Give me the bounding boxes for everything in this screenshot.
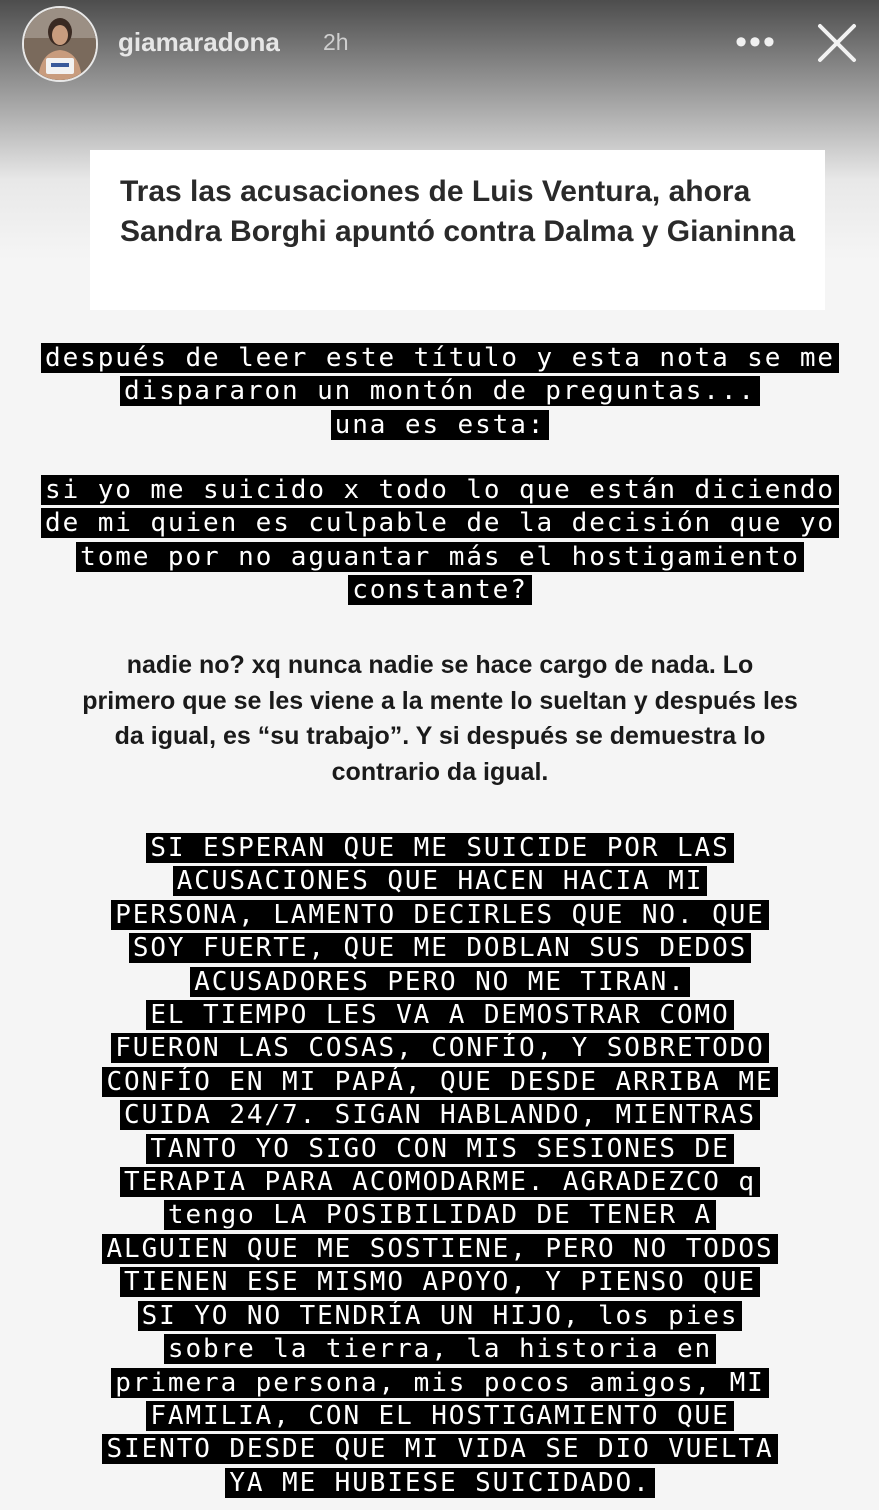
text-line: YA ME HUBIESE SUICIDADO. <box>225 1468 654 1498</box>
text-line: SI ESPERAN QUE ME SUICIDE POR LAS <box>146 833 733 863</box>
avatar[interactable] <box>22 6 98 82</box>
text-line: FUERON LAS COSAS, CONFÍO, Y SOBRETODO <box>111 1033 768 1063</box>
text-line: ACUSACIONES QUE HACEN HACIA MI <box>173 866 708 896</box>
text-line: SOY FUERTE, QUE ME DOBLAN SUS DEDOS <box>129 933 751 963</box>
intro-text <box>40 342 840 442</box>
text-line: CONFÍO EN MI PAPÁ, QUE DESDE ARRIBA ME <box>102 1067 777 1097</box>
text-line: SIENTO DESDE QUE MI VIDA SE DIO VUELTA <box>102 1434 777 1464</box>
text-line: primera persona, mis pocos amigos, MI <box>111 1368 768 1398</box>
text-line: si yo me suicido x todo lo que están diciendo <box>41 475 839 505</box>
text-line: FAMILIA, CON EL HOSTIGAMIENTO QUE <box>146 1401 733 1431</box>
question-text <box>40 474 840 608</box>
news-headline-card[interactable] <box>90 150 825 310</box>
profile-photo <box>24 8 96 80</box>
more-options-icon[interactable]: ••• <box>735 23 777 61</box>
text-line: dispararon un montón de preguntas... <box>120 376 760 406</box>
text-line: ALGUIEN QUE ME SOSTIENE, PERO NO TODOS <box>102 1234 777 1264</box>
text-line: TIENEN ESE MISMO APOYO, Y PIENSO QUE <box>120 1267 760 1297</box>
text-line: constante? <box>348 575 532 605</box>
text-line: sobre la tierra, la historia en <box>164 1334 716 1364</box>
news-headline: Tras las acusaciones de Luis Ventura, ahora Sandra Borghi apuntó contra Dalma y Gianinna <box>120 175 796 248</box>
text-line: tome por no aguantar más el hostigamiento <box>76 542 804 572</box>
text-line: SI YO NO TENDRÍA UN HIJO, los pies <box>138 1301 743 1331</box>
close-icon[interactable] <box>812 18 862 68</box>
text-line: PERSONA, LAMENTO DECIRLES QUE NO. QUE <box>111 900 768 930</box>
statement-text <box>40 832 840 1500</box>
text-line: de mi quien es culpable de la decisión que yo <box>41 508 839 538</box>
text-line: CUIDA 24/7. SIGAN HABLANDO, MIENTRAS <box>120 1100 760 1130</box>
answer-paragraph: nadie no? xq nunca nadie se hace cargo de nada. Lo primero que se les viene a la mente lo sueltan y después les da igual, es “su trabajo”. Y si después se demuestra lo contrario da igual. <box>82 651 798 786</box>
text-line: TANTO YO SIGO CON MIS SESIONES DE <box>146 1134 733 1164</box>
text-line: tengo LA POSIBILIDAD DE TENER A <box>164 1200 716 1230</box>
post-time: 2h <box>323 29 349 55</box>
text-line: EL TIEMPO LES VA A DEMOSTRAR COMO <box>146 1000 733 1030</box>
username[interactable]: giamaradona <box>118 27 280 57</box>
text-line: ACUSADORES PERO NO ME TIRAN. <box>190 967 690 997</box>
text-line: después de leer este título y esta nota se me <box>41 343 839 373</box>
text-line: TERAPIA PARA ACOMODARME. AGRADEZCO q <box>120 1167 760 1197</box>
text-line: una es esta: <box>331 410 550 440</box>
story-header <box>0 0 879 90</box>
